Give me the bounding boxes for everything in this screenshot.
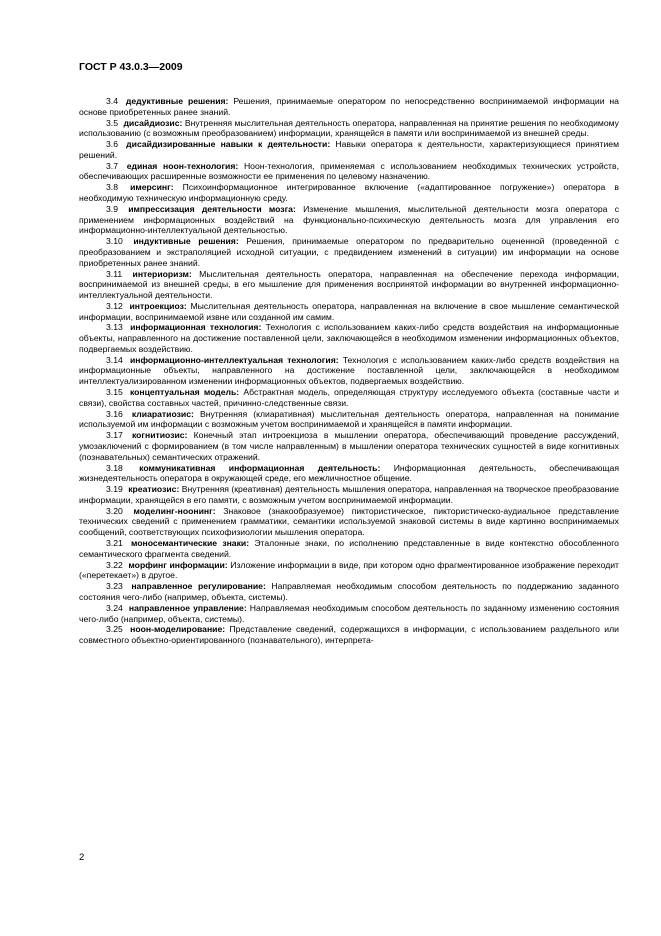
entry-number: 3.8 — [106, 182, 118, 193]
entry-number: 3.18 — [106, 462, 123, 473]
entry-term: информационная технология: — [130, 322, 262, 333]
entry-term: концептуальная модель: — [129, 387, 240, 398]
definitions-list — [79, 96, 619, 646]
entry-definition: Технология с использованием каких-либо средств воздействия на информационные объекты, направленного на достижение поставленной цели, заключающейся в необходимом изменении информационных объектов, подвергаемых воздействию. — [79, 322, 619, 354]
entry-definition: Конечный этап интроекциоза в мышлении оператора, обеспечивающий проведение рассуждений, умозаключений с формированием (в том числе направленным) в мышлении оператора технических сущностей в виде когнитивных (познавательных) семантических отражений. — [79, 430, 619, 462]
entry-number: 3.11 — [106, 268, 123, 279]
definition-entry — [79, 139, 619, 160]
definition-entry — [79, 236, 619, 268]
entry-term: коммуникативная информационная деятельность: — [139, 462, 381, 473]
definition-entry — [79, 624, 619, 645]
definition-entry — [79, 409, 619, 430]
definition-entry — [79, 581, 619, 602]
entry-term: моделинг-ноонинг: — [133, 505, 216, 516]
entry-number: 3.16 — [106, 408, 123, 419]
entry-number: 3.12 — [106, 300, 123, 311]
entry-number: 3.6 — [106, 139, 118, 150]
document-code-header: ГОСТ Р 43.0.3—2009 — [79, 61, 183, 73]
entry-number: 3.5 — [106, 117, 118, 128]
entry-number: 3.19 — [106, 484, 123, 495]
definition-entry — [79, 182, 619, 203]
entry-term: информационно-интеллектуальная технология: — [129, 354, 339, 365]
entry-definition: Мыслительная деятельность оператора, направленная на обеспечение перехода информации, воспринимаемой из внешней среды, в его мышление для применения воспринятой информации во внутренней информационно-интеллектуальной деятельности. — [79, 268, 619, 300]
entry-number: 3.25 — [106, 624, 123, 635]
entry-definition: Внутренняя мыслительная деятельность оператора, направленная на принятие решения по необходимому использованию (с возможным преобразованием) информации, хранящейся в памяти или воспринимаемой из внешней среды. — [79, 117, 619, 139]
entry-number: 3.14 — [106, 354, 123, 365]
entry-term: креатиозис: — [128, 484, 180, 495]
definition-entry — [79, 161, 619, 182]
entry-term: направленное регулирование: — [131, 581, 266, 592]
entry-definition: Решения, принимаемые оператором по предварительно оцененной (проведенной с преобразованием и экстраполяцией исходной ситуации, с предвидением изменений в ситуации) им информации на основе приобретенных ранее знаний. — [79, 236, 619, 268]
entry-number: 3.17 — [106, 430, 123, 441]
entry-definition: Знаковое (знакообразуемое) пиктористическое, пиктористическо-аудиальное представление технических сведений с применением грамматики, семантики используемой знаковой системы в виде картинно воспринимаемых сообщений, соответствующих психофизиологии мышления оператора. — [79, 505, 619, 538]
entry-definition: Направляемая необходимым способом деятельность по поддержанию заданного состояния чего-либо (например, объекта, системы). — [79, 581, 619, 602]
entry-number: 3.4 — [106, 96, 118, 106]
entry-term: интроекциоз: — [129, 300, 187, 311]
entry-term: имерсинг: — [130, 182, 174, 193]
definition-entry — [79, 387, 619, 408]
entry-term: дисайдиозис: — [123, 117, 183, 128]
entry-definition: Мыслительная деятельность оператора, направленная на включение в свое мышление семантической информации, воспринимаемой извне или созданной им самим. — [79, 300, 619, 322]
entry-definition: Внутренняя (креативная) деятельность мышления оператора, направленная на творческое преобразование информации, хранящейся в его памяти, с возможным учетом воспринимаемой информации. — [79, 484, 619, 505]
entry-term: единая ноон-технология: — [126, 160, 239, 171]
entry-number: 3.7 — [106, 160, 118, 171]
entry-definition: Направляемая необходимым способом деятельность по заданному изменению состояния чего-либо (например, объекта, системы). — [79, 602, 619, 624]
entry-term: дисайдизированные навыки к деятельности: — [126, 139, 331, 150]
entry-definition: Изменение мышления, мыслительной деятельности мозга оператора с применением информационных воздействий на функционально-психическую деятельность мозга для управления его информационно-интеллектуальной деятельностью. — [79, 203, 620, 236]
definition-entry — [79, 538, 619, 559]
entry-number: 3.15 — [106, 387, 123, 398]
entry-number: 3.22 — [106, 559, 123, 570]
entry-definition: Решения, принимаемые оператором по непосредственно воспринимаемой информации на основе приобретенных ранее знаний. — [79, 96, 619, 117]
entry-term: морфинг информации: — [128, 559, 228, 570]
entry-definition: Изложение информации в виде, при котором одно фрагментированное изображение переходит («перетекает») в другое. — [79, 559, 619, 581]
entry-term: индуктивные решения: — [133, 236, 239, 247]
entry-term: моносемантические знаки: — [131, 538, 250, 549]
definition-entry — [79, 96, 619, 117]
entry-number: 3.10 — [106, 236, 123, 247]
entry-definition: Информационная деятельность, обеспечивающая жизнедеятельность оператора в окружающей среде, его межличностное общение. — [79, 462, 619, 484]
definition-entry — [79, 204, 619, 236]
entry-number: 3.23 — [106, 581, 123, 592]
entry-term: импрессизация деятельности мозга: — [128, 203, 296, 214]
entry-number: 3.24 — [106, 602, 123, 613]
definition-entry — [79, 484, 619, 505]
entry-definition: Внутренняя (клиаративная) мыслительная деятельность оператора, направленная на понимание используемой им информации с возможным учетом воспринимаемой и хранящейся в памяти информации. — [79, 408, 619, 430]
definition-entry — [79, 463, 619, 484]
entry-definition: Технология с использованием каких-либо средств воздействия на информационные объекты, направленного на достижение поставленной цели, заключающейся в необходимом интеллектуализированном изменении информационных объектов, подвергаемых воздействию. — [79, 354, 619, 387]
entry-term: ноон-моделирование: — [130, 624, 226, 635]
definition-entry — [79, 301, 619, 322]
entry-term: когнитиозис: — [131, 430, 188, 441]
entry-definition: Эталонные знаки, по исполнению представленные в виде контекстно обособленного семантического фрагмента сведений. — [79, 538, 619, 559]
entry-term: интериоризм: — [132, 268, 192, 279]
definition-entry — [79, 506, 619, 538]
entry-definition: Навыки оператора к деятельности, характеризующиеся принятием решений. — [79, 139, 619, 160]
definition-entry — [79, 560, 619, 581]
entry-definition: Ноон-технология, применяемая с использованием необходимых технических устройств, обеспечивающих расширенные возможности ее применения по целевому назначению. — [79, 160, 619, 182]
entry-definition: Представление сведений, содержащихся в информации, с использованием раздельного или совместного объектно-ориентированного (познавательного), интерпрета- — [79, 624, 619, 646]
entry-number: 3.9 — [106, 203, 118, 214]
definition-entry — [79, 603, 619, 624]
entry-term: клиаратиозис: — [131, 408, 194, 419]
definition-entry — [79, 355, 619, 387]
entry-term: направленное управление: — [128, 602, 247, 613]
definition-entry — [79, 322, 619, 354]
definition-entry — [79, 269, 619, 301]
entry-number: 3.13 — [106, 322, 123, 333]
entry-number: 3.21 — [106, 538, 123, 549]
entry-number: 3.20 — [106, 505, 123, 516]
entry-term: дедуктивные решения: — [125, 96, 229, 106]
definition-entry — [79, 118, 619, 139]
entry-definition: Абстрактная модель, определяющая структуру исследуемого объекта (составные части и связи), свойства составных частей, причинно-следственные связи. — [79, 387, 619, 408]
definition-entry — [79, 430, 619, 462]
entry-definition: Психоинформационное интегрированное включение («адаптированное погружение») оператора в необходимую техническую информационную среду. — [79, 182, 619, 204]
page-number: 2 — [79, 852, 85, 863]
